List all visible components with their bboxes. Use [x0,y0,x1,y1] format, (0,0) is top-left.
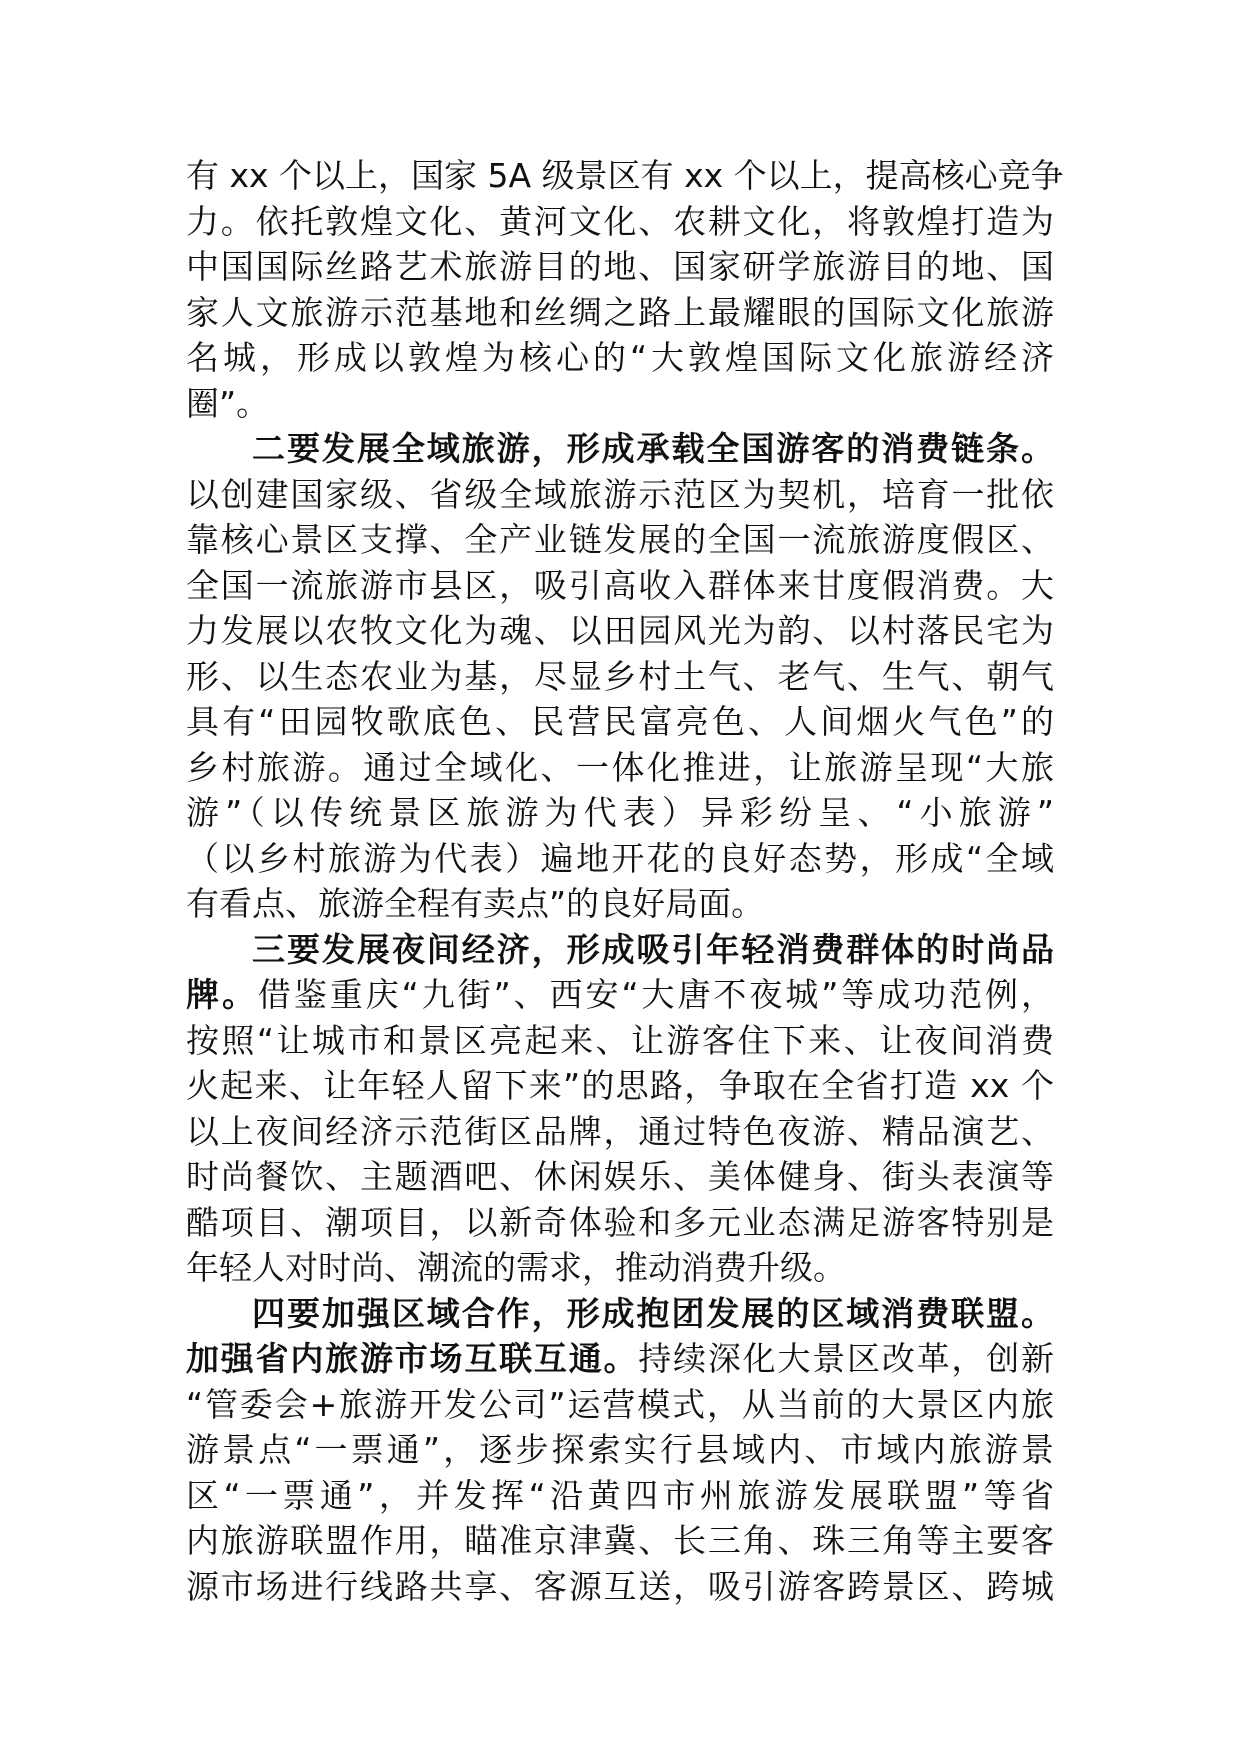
body-text: 形、以生态农业为基，尽显乡村土气、老气、生气、朝气 [186,656,1054,696]
body-text: 借鉴重庆“九街”、西安“大唐不夜城”等成功范例， [257,975,1054,1014]
body-text: “管委会+旅游开发公司”运营模式，从当前的大景区内旅 [186,1384,1054,1424]
paragraph-line [186,1200,1054,1246]
paragraph-line [186,790,1054,836]
body-text: 按照“让城市和景区亮起来、让游客住下来、让夜间消费 [186,1020,1054,1060]
bold-heading-text: 四要加强区域合作，形成抱团发展的区域消费联盟。 [252,1293,1054,1333]
paragraph-line [186,881,1054,927]
paragraph-line [186,1336,1054,1382]
paragraph-line [186,1018,1054,1064]
paragraph-line [186,927,1054,973]
paragraph-line [186,654,1054,700]
paragraph-line [186,290,1054,336]
body-text: 区“一票通”，并发挥“沿黄四市州旅游发展联盟”等省 [186,1475,1054,1515]
paragraph-line [186,426,1054,472]
paragraph-line [186,517,1054,563]
body-text: 源市场进行线路共享、客源互送，吸引游客跨景区、跨城 [186,1566,1054,1606]
body-text: 年轻人对时尚、潮流的需求，推动消费升级。 [186,1248,846,1287]
body-text: 乡村旅游。通过全域化、一体化推进，让旅游呈现“大旅 [186,747,1054,787]
body-text: 有 xx 个以上，国家 5A 级景区有 xx 个以上，提高核心竞争 [186,156,1064,195]
body-text: 家人文旅游示范基地和丝绸之路上最耀眼的国际文化旅游 [186,292,1054,332]
body-text: （以乡村旅游为代表）遍地开花的良好态势，形成“全域 [186,838,1054,878]
body-text: 中国国际丝路艺术旅游目的地、国家研学旅游目的地、国 [186,247,1054,286]
body-text: 具有“田园牧歌底色、民营民富亮色、人间烟火气色”的 [186,702,1054,741]
body-text: 时尚餐饮、主题酒吧、休闲娱乐、美体健身、街头表演等 [186,1157,1054,1196]
paragraph-line [186,199,1054,245]
paragraph-line [186,1245,1054,1291]
paragraph-line [186,1291,1054,1337]
bold-heading-text: 二要发展全域旅游，形成承载全国游客的消费链条。 [252,429,1054,468]
paragraph-line [186,244,1054,290]
paragraph-line [186,1063,1054,1109]
paragraph-line [186,1427,1054,1473]
bold-heading-text: 牌。 [186,975,258,1014]
paragraph-line [186,745,1054,791]
body-text: 有看点、旅游全程有卖点”的良好局面。 [186,884,765,923]
body-text: 以创建国家级、省级全域旅游示范区为契机，培育一批依 [186,474,1054,514]
body-text: 火起来、让年轻人留下来”的思路，争取在全省打造 xx 个 [186,1066,1054,1105]
bold-heading-text: 加强省内旅游市场互联互通。 [186,1339,639,1378]
paragraph-line [186,563,1054,609]
paragraph-line [186,1382,1054,1428]
body-text: 名城，形成以敦煌为核心的“大敦煌国际文化旅游经济 [186,338,1054,377]
paragraph-line [186,836,1054,882]
body-text: 游”（以传统景区旅游为代表）异彩纷呈、“小旅游” [186,793,1054,832]
paragraph-line [186,699,1054,745]
paragraph-line [186,1518,1054,1564]
paragraph-line [186,472,1054,518]
paragraph-line [186,1154,1054,1200]
body-text: 游景点“一票通”，逐步探索实行县域内、市域内旅游景 [186,1430,1054,1469]
document-page [186,153,1064,1609]
body-text: 以上夜间经济示范街区品牌，通过特色夜游、精品演艺、 [186,1111,1054,1151]
paragraph-line [186,1473,1054,1519]
body-text: 力发展以农牧文化为魂、以田园风光为韵、以村落民宅为 [186,611,1054,650]
paragraph-line [186,335,1054,381]
body-text: 全国一流旅游市县区，吸引高收入群体来甘度假消费。大 [186,565,1054,605]
paragraph-line [186,153,1064,199]
bold-heading-text: 三要发展夜间经济，形成吸引年轻消费群体的时尚品 [252,929,1054,969]
paragraph-line [186,381,1054,427]
body-text: 力。依托敦煌文化、黄河文化、农耕文化，将敦煌打造为 [186,201,1054,241]
paragraph-line [186,1564,1054,1610]
body-text: 酷项目、潮项目，以新奇体验和多元业态满足游客特别是 [186,1202,1054,1242]
body-text: 内旅游联盟作用，瞄准京津冀、长三角、珠三角等主要客 [186,1521,1054,1560]
body-text: 持续深化大景区改革，创新 [638,1339,1055,1378]
paragraph-line [186,972,1054,1018]
paragraph-line [186,1109,1054,1155]
body-text: 圈”。 [186,383,270,423]
paragraph-line [186,608,1054,654]
body-text: 靠核心景区支撑、全产业链发展的全国一流旅游度假区、 [186,520,1054,559]
